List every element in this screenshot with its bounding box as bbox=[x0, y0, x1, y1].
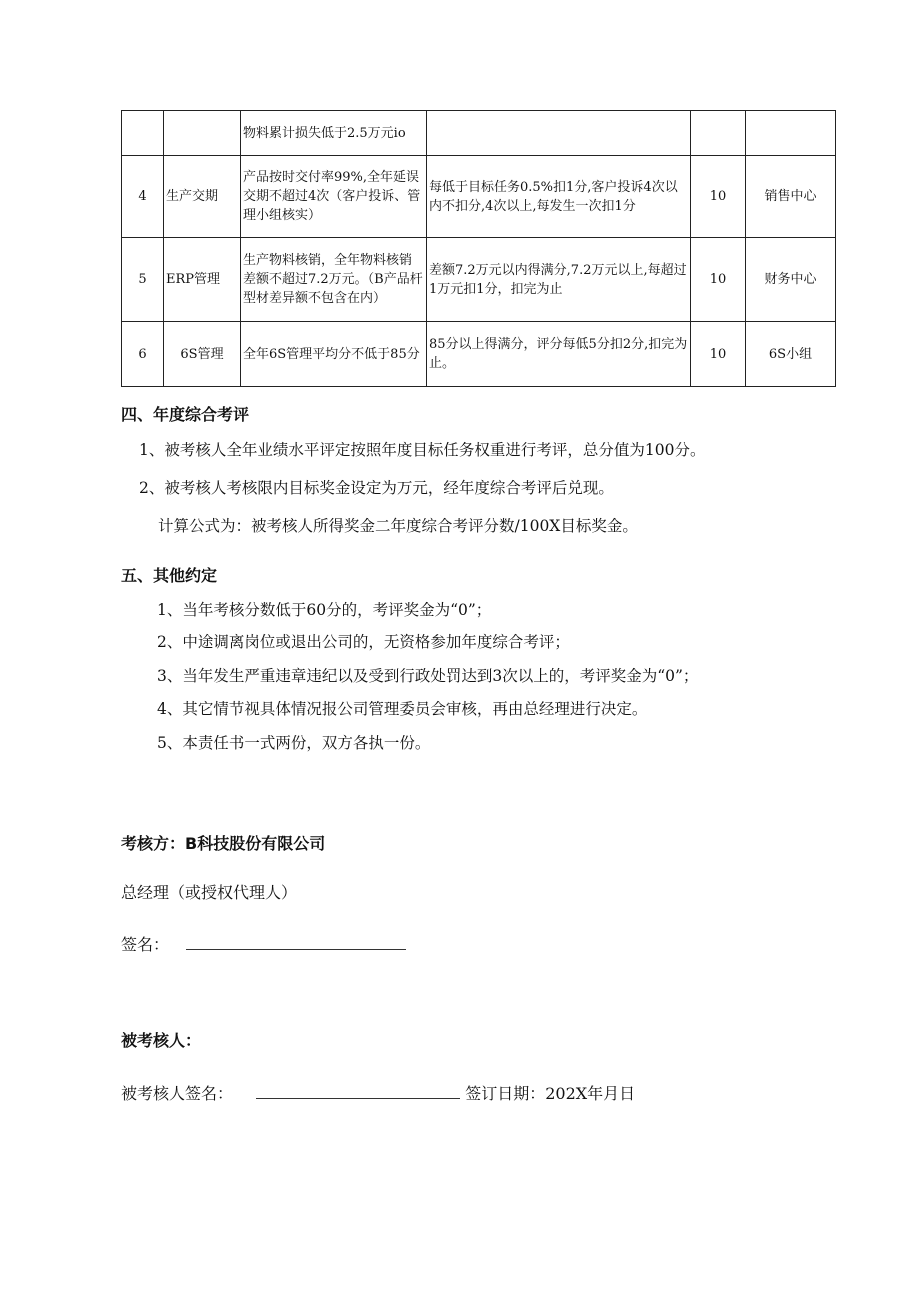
section-4-line-2: 2、被考核人考核限内目标奖金设定为万元，经年度综合考评后兑现。 bbox=[139, 479, 614, 497]
section-4-formula: 计算公式为：被考核人所得奖金二年度综合考评分数/100X目标奖金。 bbox=[158, 517, 638, 535]
section-5-line-4: 4、其它情节视具体情况报公司管理委员会审核，再由总经理进行决定。 bbox=[157, 700, 648, 718]
cell-item: 6S管理 bbox=[164, 322, 241, 387]
assessee-signature-field[interactable] bbox=[256, 1084, 460, 1099]
cell-score: 10 bbox=[691, 156, 746, 238]
cell-rule bbox=[427, 111, 691, 156]
assessee-sign-label: 被考核人签名： bbox=[121, 1084, 234, 1103]
cell-rule: 差额7.2万元以内得满分,7.2万元以上,每超过1万元扣1分，扣完为止 bbox=[427, 238, 691, 322]
cell-item bbox=[164, 111, 241, 156]
cell-target: 物料累计损失低于2.5万元io bbox=[241, 111, 427, 156]
cell-item: 生产交期 bbox=[164, 156, 241, 238]
date-label: 签订日期：202X年月日 bbox=[465, 1084, 636, 1103]
cell-no: 4 bbox=[122, 156, 164, 238]
assessee-line: 被考核人： bbox=[121, 1031, 202, 1050]
cell-rule: 85分以上得满分，评分每低5分扣2分,扣完为止。 bbox=[427, 322, 691, 387]
cell-no: 5 bbox=[122, 238, 164, 322]
section-5-line-5: 5、本责任书一式两份，双方各执一份。 bbox=[157, 734, 431, 752]
cell-score bbox=[691, 111, 746, 156]
cell-dept bbox=[746, 111, 836, 156]
assessor-line: 考核方：B科技股份有限公司 bbox=[121, 834, 326, 853]
cell-rule: 每低于目标任务0.5%扣1分,客户投诉4次以内不扣分,4次以上,每发生一次扣1分 bbox=[427, 156, 691, 238]
table-row bbox=[122, 111, 836, 156]
cell-target: 生产物料核销，全年物料核销差额不超过7.2万元。（B产品杆型材差异额不包含在内） bbox=[241, 238, 427, 322]
kpi-table bbox=[121, 110, 836, 387]
cell-no bbox=[122, 111, 164, 156]
cell-dept: 财务中心 bbox=[746, 238, 836, 322]
cell-target: 产品按时交付率99%,全年延误交期不超过4次（客户投诉、管理小组核实） bbox=[241, 156, 427, 238]
table-row bbox=[122, 238, 836, 322]
cell-score: 10 bbox=[691, 322, 746, 387]
cell-dept: 销售中心 bbox=[746, 156, 836, 238]
section-4-title: 四、年度综合考评 bbox=[121, 405, 250, 424]
cell-no: 6 bbox=[122, 322, 164, 387]
signature-field[interactable] bbox=[186, 935, 406, 950]
sign-label: 签名： bbox=[121, 935, 170, 954]
section-5-line-2: 2、中途调离岗位或退出公司的，无资格参加年度综合考评； bbox=[157, 633, 570, 651]
section-5-line-3: 3、当年发生严重违章违纪以及受到行政处罚达到3次以上的，考评奖金为“0”； bbox=[157, 667, 699, 685]
cell-dept: 6S小组 bbox=[746, 322, 836, 387]
cell-item: ERP管理 bbox=[164, 238, 241, 322]
section-4-line-1: 1、被考核人全年业绩水平评定按照年度目标任务权重进行考评，总分值为100分。 bbox=[139, 441, 706, 459]
cell-score: 10 bbox=[691, 238, 746, 322]
table-row bbox=[122, 156, 836, 238]
assessee-sign-row bbox=[121, 1081, 635, 1104]
manager-line: 总经理（或授权代理人） bbox=[121, 883, 298, 902]
cell-target: 全年6S管理平均分不低于85分 bbox=[241, 322, 427, 387]
section-5-title: 五、其他约定 bbox=[121, 566, 218, 585]
sign-row bbox=[121, 932, 406, 955]
table-row bbox=[122, 322, 836, 387]
section-5-line-1: 1、当年考核分数低于60分的，考评奖金为“0”； bbox=[157, 601, 492, 619]
